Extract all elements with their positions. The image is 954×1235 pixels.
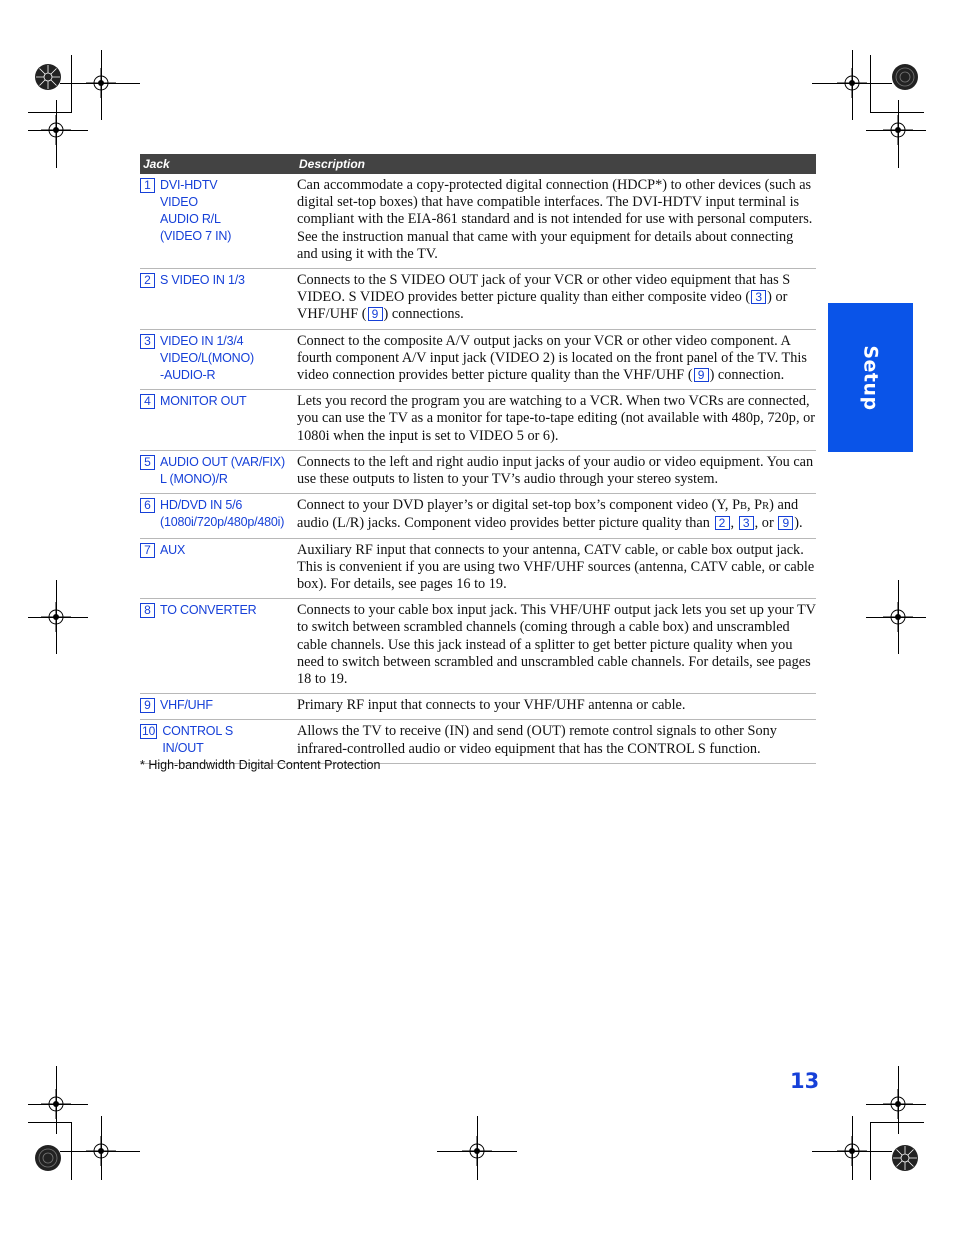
table-row xyxy=(140,494,816,538)
jack-number-badge[interactable]: 7 xyxy=(140,543,155,558)
jack-cell xyxy=(140,450,297,493)
jack-reference-link[interactable]: 9 xyxy=(368,307,383,321)
table-row xyxy=(140,390,816,451)
jack-number-badge[interactable]: 10 xyxy=(142,724,156,739)
jack-number-badge[interactable]: 8 xyxy=(140,603,155,618)
description-cell: Allows the TV to receive (IN) and send (OUT) remote control signals to other Sony infrared-controlled audio or video equipment that has the CONTROL S function. xyxy=(297,720,816,763)
jack-cell xyxy=(140,329,297,390)
jack-reference-link[interactable]: 9 xyxy=(694,368,709,382)
jack-cell xyxy=(140,174,297,269)
section-tab-label: Setup xyxy=(859,344,882,411)
description-text: ). xyxy=(794,515,803,532)
jack-number-badge[interactable]: 2 xyxy=(140,273,155,288)
jack-reference-link[interactable]: 3 xyxy=(739,516,754,530)
jack-number-badge[interactable]: 3 xyxy=(140,334,155,349)
section-tab-setup[interactable] xyxy=(828,303,913,452)
table-row xyxy=(140,720,816,763)
table-row xyxy=(140,450,816,493)
jack-cell xyxy=(140,494,297,538)
description-cell xyxy=(297,494,816,538)
description-cell: Primary RF input that connects to your VHF/UHF antenna or cable. xyxy=(297,694,816,720)
jack-label-link[interactable]: MONITOR OUT xyxy=(160,394,247,409)
description-text: Connect to the composite A/V output jacks on your VCR or other video component. A fourth component A/V input jack (VIDEO 2) is located on the front panel of the TV. This video connection provides better picture quality than the VHF/UHF ( xyxy=(297,332,807,384)
description-text: , or xyxy=(754,515,778,532)
description-cell: Can accommodate a copy-protected digital connection (HDCP*) to other devices (such as digital set-top boxes) that have compatible interfaces. The DVI-HDTV input terminal is compliant with the EIA-861 standard and is not intended for use with personal computers. See the instruction manual that came with your equipment for details about connecting and using it with the TV. xyxy=(297,174,816,269)
jack-number-badge[interactable]: 6 xyxy=(140,498,155,513)
jack-cell xyxy=(140,269,297,330)
jack-cell xyxy=(140,720,297,763)
description-text: , P xyxy=(747,497,763,514)
jack-reference-link[interactable]: 3 xyxy=(751,290,766,304)
table-row xyxy=(140,329,816,390)
registration-rosette-icon xyxy=(33,62,63,92)
jack-number-badge[interactable]: 1 xyxy=(140,178,155,193)
jack-reference-link[interactable]: 9 xyxy=(778,516,793,530)
jack-label-link[interactable]: S VIDEO IN 1/3 xyxy=(160,273,245,288)
description-text: ) connections. xyxy=(383,306,464,323)
table-header-row xyxy=(140,154,816,174)
table-row xyxy=(140,599,816,694)
description-text: Connects to the S VIDEO OUT jack of your VCR or other video equipment that has S VIDEO. S VIDEO provides better picture quality than either composite video ( xyxy=(297,272,791,306)
jack-description-table xyxy=(140,154,816,764)
description-cell: Lets you record the program you are watching to a VCR. When two VCRs are connected, you can use the TV as a monitor for tape-to-tape editing (not available with 480p, 720p, or 1080i when the input is set to VIDEO 5 or 6). xyxy=(297,390,816,451)
jack-label-link[interactable]: VHF/UHF xyxy=(160,698,213,713)
jack-number-badge[interactable]: 5 xyxy=(140,455,155,470)
description-text: Connect to your DVD player’s or digital set-top box’s component video (Y, P xyxy=(297,497,741,514)
table-row xyxy=(140,174,816,269)
jack-reference-link[interactable]: 2 xyxy=(715,516,730,530)
description-cell xyxy=(297,269,816,330)
footnote: * High-bandwidth Digital Content Protection xyxy=(140,758,381,772)
column-header-description: Description xyxy=(297,154,816,174)
registration-rosette-icon xyxy=(890,1143,920,1173)
description-text: ) connection. xyxy=(709,367,785,384)
jack-label-link[interactable]: VIDEO IN 1/3/4 VIDEO/L(MONO) -AUDIO-R xyxy=(160,333,254,382)
jack-label-link[interactable]: CONTROL S IN/OUT xyxy=(162,724,234,756)
description-cell: Connects to the left and right audio input jacks of your audio or video equipment. You can use these outputs to listen to your TV’s audio through your stereo system. xyxy=(297,450,816,493)
description-cell xyxy=(297,329,816,390)
subscript-b: B xyxy=(740,501,748,513)
table-row xyxy=(140,538,816,599)
jack-label-link[interactable]: DVI-HDTV VIDEO AUDIO R/L (VIDEO 7 IN) xyxy=(160,178,232,243)
jack-number-badge[interactable]: 4 xyxy=(140,394,155,409)
registration-rosette-icon xyxy=(33,1143,63,1173)
table-row xyxy=(140,269,816,330)
table-row xyxy=(140,694,816,720)
description-text: , xyxy=(730,515,738,532)
description-cell: Auxiliary RF input that connects to your antenna, CATV cable, or cable box output jack. This is convenient if you are using two VHF/UHF sources (antenna, CATV cable, or cable box). For details, see pages 16 to 19. xyxy=(297,538,816,599)
jack-label-link[interactable]: AUX xyxy=(160,542,186,557)
subscript-r: R xyxy=(762,501,770,513)
jack-label-link[interactable]: AUDIO OUT (VAR/FIX) L (MONO)/R xyxy=(160,454,285,486)
jack-cell xyxy=(140,538,297,599)
jack-cell xyxy=(140,599,297,694)
jack-number-badge[interactable]: 9 xyxy=(140,698,155,713)
description-text: ) and audio (L/R) jacks. Component video provides better picture quality than xyxy=(297,497,799,532)
description-cell: Connects to your cable box input jack. This VHF/UHF output jack lets you set up your TV to switch between scrambled channels (coming through a cable box) and unscrambled cable channels. Use this jack instead of a splitter to get better picture quality when you need to switch between scrambled and unscrambled cable channels. For details, see pages 18 to 19. xyxy=(297,599,816,694)
jack-label-link[interactable]: HD/DVD IN 5/6 (1080i/720p/480p/480i) xyxy=(160,498,285,530)
jack-cell xyxy=(140,390,297,451)
column-header-jack: Jack xyxy=(140,154,297,174)
jack-label-link[interactable]: TO CONVERTER xyxy=(160,603,257,618)
page-number: 13 xyxy=(790,1069,820,1093)
registration-rosette-icon xyxy=(890,62,920,92)
description-text: ) or VHF/UHF ( xyxy=(297,289,788,323)
jack-cell xyxy=(140,694,297,720)
